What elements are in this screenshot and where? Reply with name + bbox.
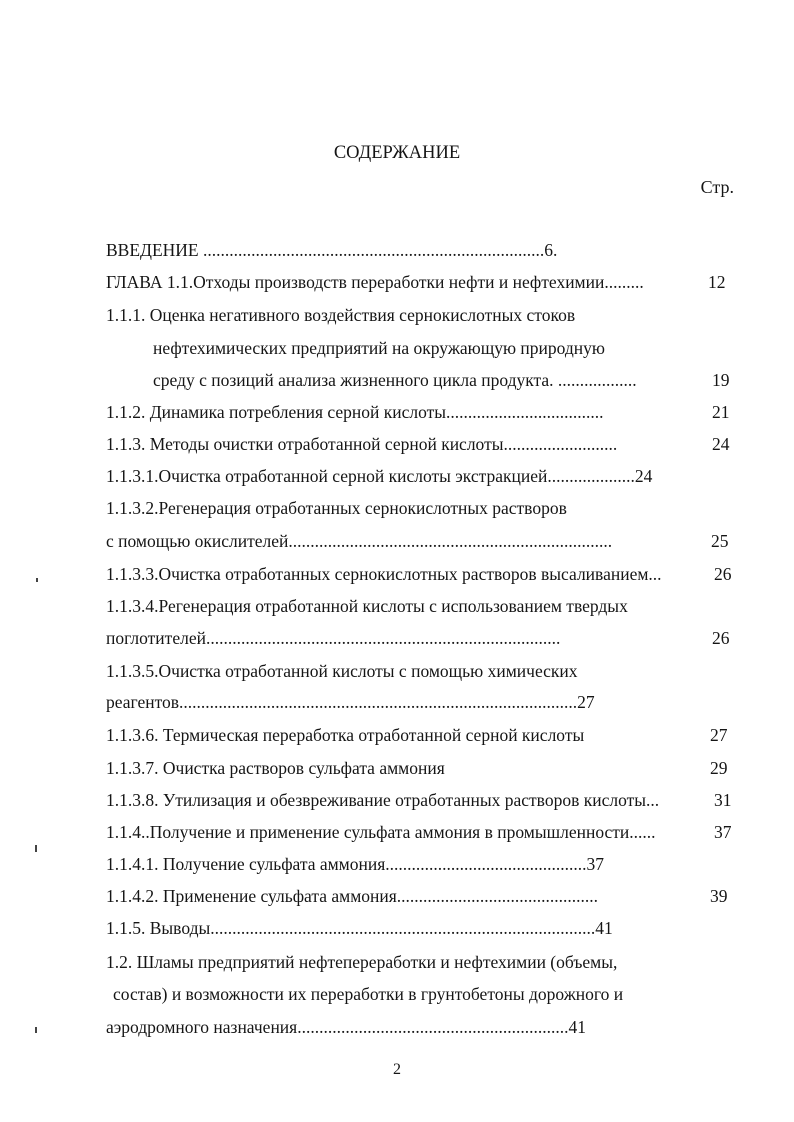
- scan-speck: [35, 845, 37, 852]
- toc-entry: 1.1.2. Динамика потребления серной кислоты....................................: [106, 402, 604, 422]
- toc-page: 19: [712, 370, 730, 390]
- toc-page: 21: [712, 402, 730, 422]
- toc-entry: 1.1.3.6. Термическая переработка отработанной серной кислоты: [106, 725, 585, 745]
- toc-page: 27: [710, 725, 728, 745]
- toc-page: 26: [712, 628, 730, 648]
- toc-page: 12: [708, 272, 726, 292]
- toc-entry: 1.1.3.1.Очистка отработанной серной кислоты экстракцией....................24: [106, 466, 653, 486]
- toc-page: 39: [710, 886, 728, 906]
- scan-speck: [36, 578, 38, 582]
- toc-page: 37: [714, 822, 732, 842]
- toc-entry: 1.1.3.4.Регенерация отработанной кислоты с использованием твердых: [106, 596, 628, 616]
- toc-entry: 1.1.4..Получение и применение сульфата аммония в промышленности......: [106, 822, 656, 842]
- scan-speck: [35, 1027, 37, 1033]
- toc-page: 25: [711, 531, 729, 551]
- toc-entry: состав) и возможности их переработки в грунтобетоны дорожного и: [113, 984, 624, 1004]
- toc-entry: 1.1.4.2. Применение сульфата аммония..............................................: [106, 886, 599, 906]
- page-column-header: Стр.: [700, 177, 734, 197]
- toc-title: СОДЕРЖАНИЕ: [333, 143, 461, 163]
- toc-entry: 1.1.5. Выводы........................................................................................41: [106, 918, 613, 938]
- toc-entry: среду с позиций анализа жизненного цикла продукта. ..................: [153, 370, 637, 390]
- toc-entry: ГЛАВА 1.1.Отходы производств переработки нефти и нефтехимии.........: [106, 272, 644, 292]
- toc-entry: ВВЕДЕНИЕ ..............................................................................6.: [106, 240, 558, 260]
- toc-entry: 1.1.3. Методы очистки отработанной серной кислоты..........................: [106, 434, 618, 454]
- toc-entry: с помощью окислителей..........................................................................: [106, 531, 613, 551]
- toc-entry: 1.1.1. Оценка негативного воздействия сернокислотных стоков: [106, 305, 576, 325]
- toc-entry: 1.1.3.5.Очистка отработанной кислоты с помощью химических: [106, 661, 578, 681]
- toc-entry: 1.1.3.8. Утилизация и обезвреживание отработанных растворов кислоты...: [106, 790, 660, 810]
- toc-entry: 1.1.4.1. Получение сульфата аммония..............................................37: [106, 854, 605, 874]
- toc-page: 31: [714, 790, 732, 810]
- toc-page: 26: [714, 564, 732, 584]
- toc-entry: аэродромного назначения..............................................................41: [106, 1017, 586, 1037]
- toc-page: 29: [710, 758, 728, 778]
- toc-entry: 1.1.3.7. Очистка растворов сульфата аммония: [106, 758, 445, 778]
- toc-entry: 1.2. Шламы предприятий нефтепереработки и нефтехимии (объемы,: [106, 952, 618, 972]
- toc-entry: нефтехимических предприятий на окружающую природную: [153, 338, 606, 358]
- toc-entry: 1.1.3.3.Очистка отработанных сернокислотных растворов высаливанием...: [106, 564, 662, 584]
- toc-entry: 1.1.3.2.Регенерация отработанных сернокислотных растворов: [106, 498, 567, 518]
- page-number: 2: [393, 1061, 401, 1078]
- toc-page: 24: [712, 434, 730, 454]
- toc-entry: реагентов...........................................................................................27: [106, 692, 595, 712]
- toc-entry: поглотителей.................................................................................: [106, 628, 561, 648]
